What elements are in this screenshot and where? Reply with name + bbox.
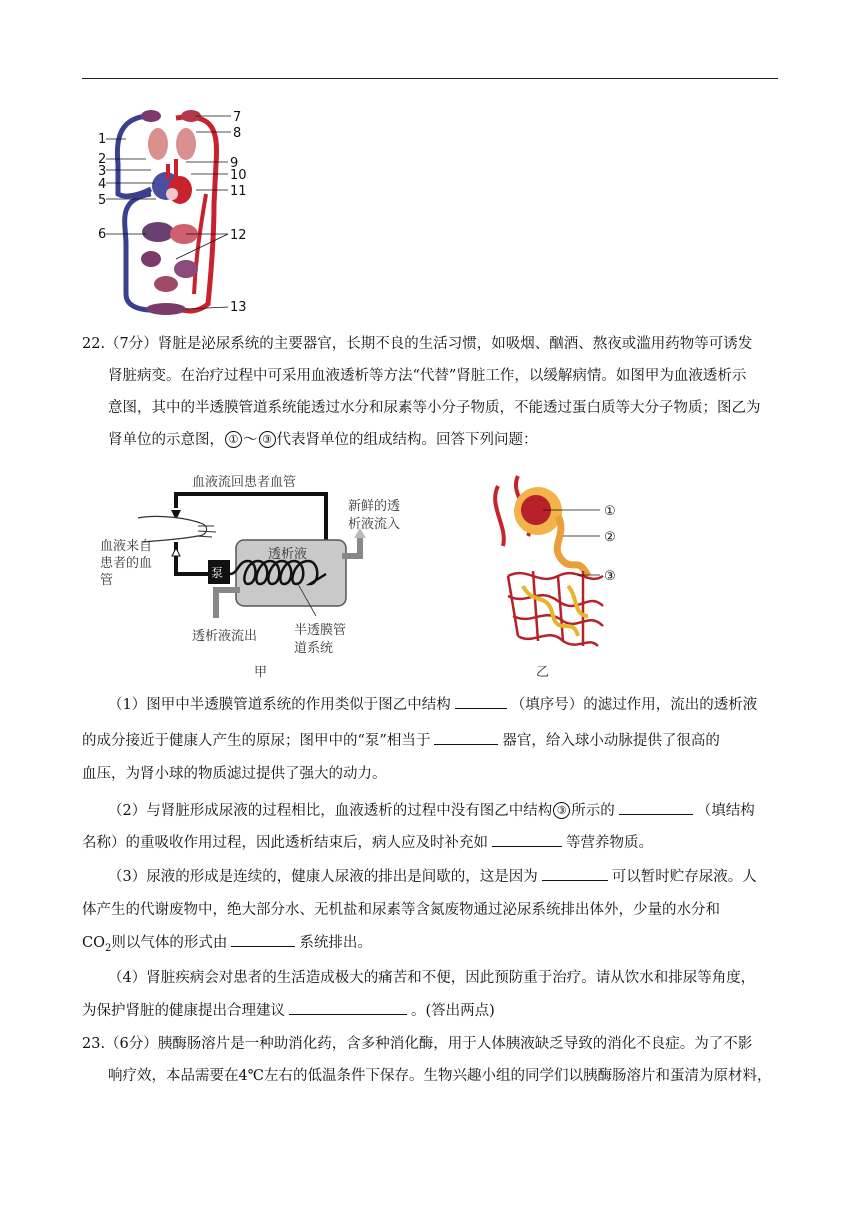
circ-label-8: 8 — [233, 126, 242, 141]
q22-stem-line-1: 22.（7分）肾脏是泌尿系统的主要器官，长期不良的生活习惯，如吸烟、酗酒、熬夜或滥用药物等可诱发 — [82, 336, 753, 352]
membrane-label-1: 半透膜管 — [294, 623, 347, 638]
from-label-1: 血液来自 — [100, 539, 153, 554]
answer-blank[interactable] — [231, 932, 295, 947]
q22-3-line-1 — [108, 866, 757, 887]
q22-1-text-b: （填序号）的滤过作用，流出的透析液 — [510, 697, 758, 713]
q22-2-text-e: 等营养物质。 — [566, 835, 653, 851]
circ-label-7: 7 — [233, 110, 242, 125]
circ-label-12: 12 — [230, 228, 247, 243]
return-label: 血液流回患者血管 — [192, 475, 297, 490]
q22-1-text-c: 的成分接近于健康人产生的原尿；图甲中的“泵”相当于 — [82, 733, 431, 749]
q22-1-text-d: 器官，给入球小动脉提供了很高的 — [502, 733, 720, 749]
q22-stem-line-3: 意图，其中的半透膜管道系统能透过水分和尿素等小分子物质，不能透过蛋白质等大分子物质；图乙为 — [108, 400, 761, 416]
q22-1-line-2 — [82, 730, 720, 751]
answer-blank[interactable] — [289, 1000, 407, 1015]
q22-3-text-c: 则以气体的形式由 — [111, 935, 228, 951]
q22-2-text-b: 所示的 — [571, 803, 615, 819]
q22-3-line-3 — [82, 932, 372, 959]
nephron-label-3: ③ — [604, 569, 616, 584]
q22-4-text-b: 。(答出两点) — [411, 1003, 495, 1019]
q22-2-line-2 — [82, 832, 653, 853]
q22-2-line-1 — [108, 800, 755, 821]
circulation-diagram — [96, 104, 256, 322]
q23-line-2: 响疗效，本品需要在4℃左右的低温条件下保存。生物兴趣小组的同学们以胰酶肠溶片和蛋清为原材料， — [108, 1068, 772, 1084]
from-label-2: 患者的血 — [100, 556, 153, 571]
q22-2-text-d: 名称）的重吸收作用过程，因此透析结束后，病人应及时补充如 — [82, 835, 488, 851]
q22-4-text-a: 为保护肾脏的健康提出合理建议 — [82, 1003, 285, 1019]
q22-1-line-1 — [108, 694, 757, 715]
dialysate-label: 透析液 — [268, 547, 308, 562]
circ-label-5: 5 — [98, 193, 107, 208]
nephron-label-1: ① — [604, 504, 616, 519]
q22-4-line-2 — [82, 1000, 495, 1021]
circ-label-11: 11 — [230, 184, 247, 199]
circled-3: ③ — [259, 431, 276, 448]
membrane-label-2: 道系统 — [294, 641, 334, 656]
q22-3-text-d: 系统排出。 — [299, 935, 372, 951]
q22-1-text-a: （1）图甲中半透膜管道系统的作用类似于图乙中结构 — [108, 697, 451, 713]
from-label-3: 管 — [100, 573, 114, 588]
q22-1-line-3: 血压，为肾小球的物质滤过提供了强大的动力。 — [82, 766, 387, 782]
circled-1: ① — [225, 431, 242, 448]
tilde: ～ — [243, 432, 258, 448]
q23-line-1: 23.（6分）胰酶肠溶片是一种助消化药，含多种消化酶，用于人体胰液缺乏导致的消化不良症。为了不影 — [82, 1036, 753, 1052]
q22-3-text-b: 可以暂时贮存尿液。人 — [611, 869, 757, 885]
circ-label-13: 13 — [230, 300, 247, 315]
q22-stem4-text-a: 肾单位的示意图， — [108, 432, 224, 448]
nephron-diagram — [478, 466, 638, 686]
q22-stem-line-4 — [108, 430, 538, 450]
q22-3-line-2: 体产生的代谢废物中，绝大部分水、无机盐和尿素等含氮废物通过泌尿系统排出体外，少量的水分和 — [82, 902, 720, 918]
q22-4-line-1: （4）肾脏疾病会对患者的生活造成极大的痛苦和不便，因此预防重于治疗。请从饮水和排尿等角度， — [108, 970, 756, 986]
nephron-label-2: ② — [604, 530, 616, 545]
co2-text: CO — [82, 935, 105, 951]
out-label: 透析液流出 — [192, 629, 258, 644]
pump-label: 泵 — [211, 566, 224, 580]
answer-blank[interactable] — [455, 694, 507, 709]
header-rule — [82, 78, 778, 79]
answer-blank[interactable] — [619, 800, 693, 815]
caption-jia: 甲 — [254, 665, 268, 680]
fresh-label-1: 新鲜的透 — [348, 499, 401, 514]
q22-2-text-a: （2）与肾脏形成尿液的过程相比，血液透析的过程中没有图乙中结构 — [108, 803, 553, 819]
circ-label-3: 3 — [98, 164, 107, 179]
caption-yi: 乙 — [536, 665, 550, 680]
answer-blank[interactable] — [492, 832, 562, 847]
q22-3-text-a: （3）尿液的形成是连续的，健康人尿液的排出是间歇的，这是因为 — [108, 869, 538, 885]
circ-label-9: 9 — [230, 156, 239, 171]
circ-label-1: 1 — [98, 132, 107, 147]
answer-blank[interactable] — [542, 866, 608, 881]
dialysis-diagram — [98, 466, 428, 686]
circled-3: ③ — [553, 802, 570, 819]
q22-2-text-c: （填结构 — [696, 803, 755, 819]
answer-blank[interactable] — [434, 730, 498, 745]
circ-label-6: 6 — [98, 227, 107, 242]
q22-stem4-text-b: 代表肾单位的组成结构。回答下列问题： — [276, 432, 538, 448]
circ-label-2: 2 — [98, 152, 107, 167]
circ-label-10: 10 — [230, 168, 247, 183]
q22-stem-line-2: 肾脏病变。在治疗过程中可采用血液透析等方法“代替”肾脏工作，以缓解病情。如图甲为血液透析示 — [108, 368, 747, 384]
co2-subscript: 2 — [104, 942, 112, 954]
fresh-label-2: 析液流入 — [348, 517, 401, 532]
circ-label-4: 4 — [98, 177, 107, 192]
